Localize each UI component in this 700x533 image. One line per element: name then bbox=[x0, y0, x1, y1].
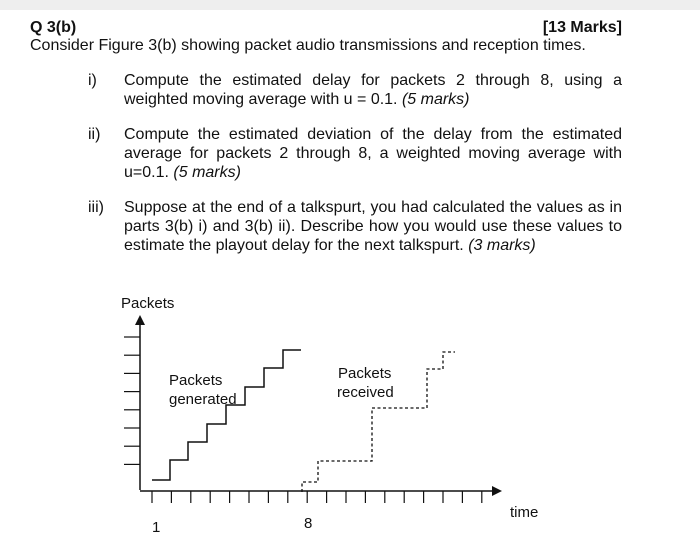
part-marks: (5 marks) bbox=[173, 164, 241, 181]
y-axis-label: Packets bbox=[121, 295, 175, 312]
x-axis-ticks bbox=[152, 491, 482, 503]
x-tick-label-8: 8 bbox=[304, 515, 313, 532]
part-marks: (3 marks) bbox=[468, 237, 536, 254]
part-marks: (5 marks) bbox=[401, 91, 470, 108]
part-text: Compute the estimated deviation of the delay from the estimated average for packets 2 through 8, a weighted moving average with u=0.1. bbox=[124, 126, 622, 181]
question-marks: [13 Marks] bbox=[542, 19, 622, 36]
part-number: ii) bbox=[88, 126, 101, 143]
received-label-line2: received bbox=[337, 384, 394, 401]
generated-label-line1: Packets bbox=[169, 372, 223, 389]
y-axis-arrow bbox=[135, 315, 145, 325]
received-label-line1: Packets bbox=[338, 365, 392, 382]
part-number: i) bbox=[88, 72, 97, 89]
part-text: Compute the estimated delay for packets 2 through 8, using a weighted moving average with u = 0.1. bbox=[124, 72, 622, 108]
x-tick-label-1: 1 bbox=[152, 519, 161, 533]
x-axis-arrow bbox=[492, 486, 502, 496]
packets-generated-line bbox=[152, 350, 301, 480]
generated-label-line2: generated bbox=[169, 391, 237, 408]
question-intro: Consider Figure 3(b) showing packet audio transmissions and reception times. bbox=[30, 37, 586, 54]
part-number: iii) bbox=[88, 199, 104, 216]
y-axis-ticks bbox=[124, 337, 140, 464]
question-label: Q 3(b) bbox=[30, 19, 77, 36]
part-text: Suppose at the end of a talkspurt, you had calculated the values as in parts 3(b) i) and 3(b) ii). Describe how you would use these values to estimate the playout delay for the next talkspurt. bbox=[124, 199, 622, 254]
x-axis-label: time bbox=[510, 504, 539, 521]
